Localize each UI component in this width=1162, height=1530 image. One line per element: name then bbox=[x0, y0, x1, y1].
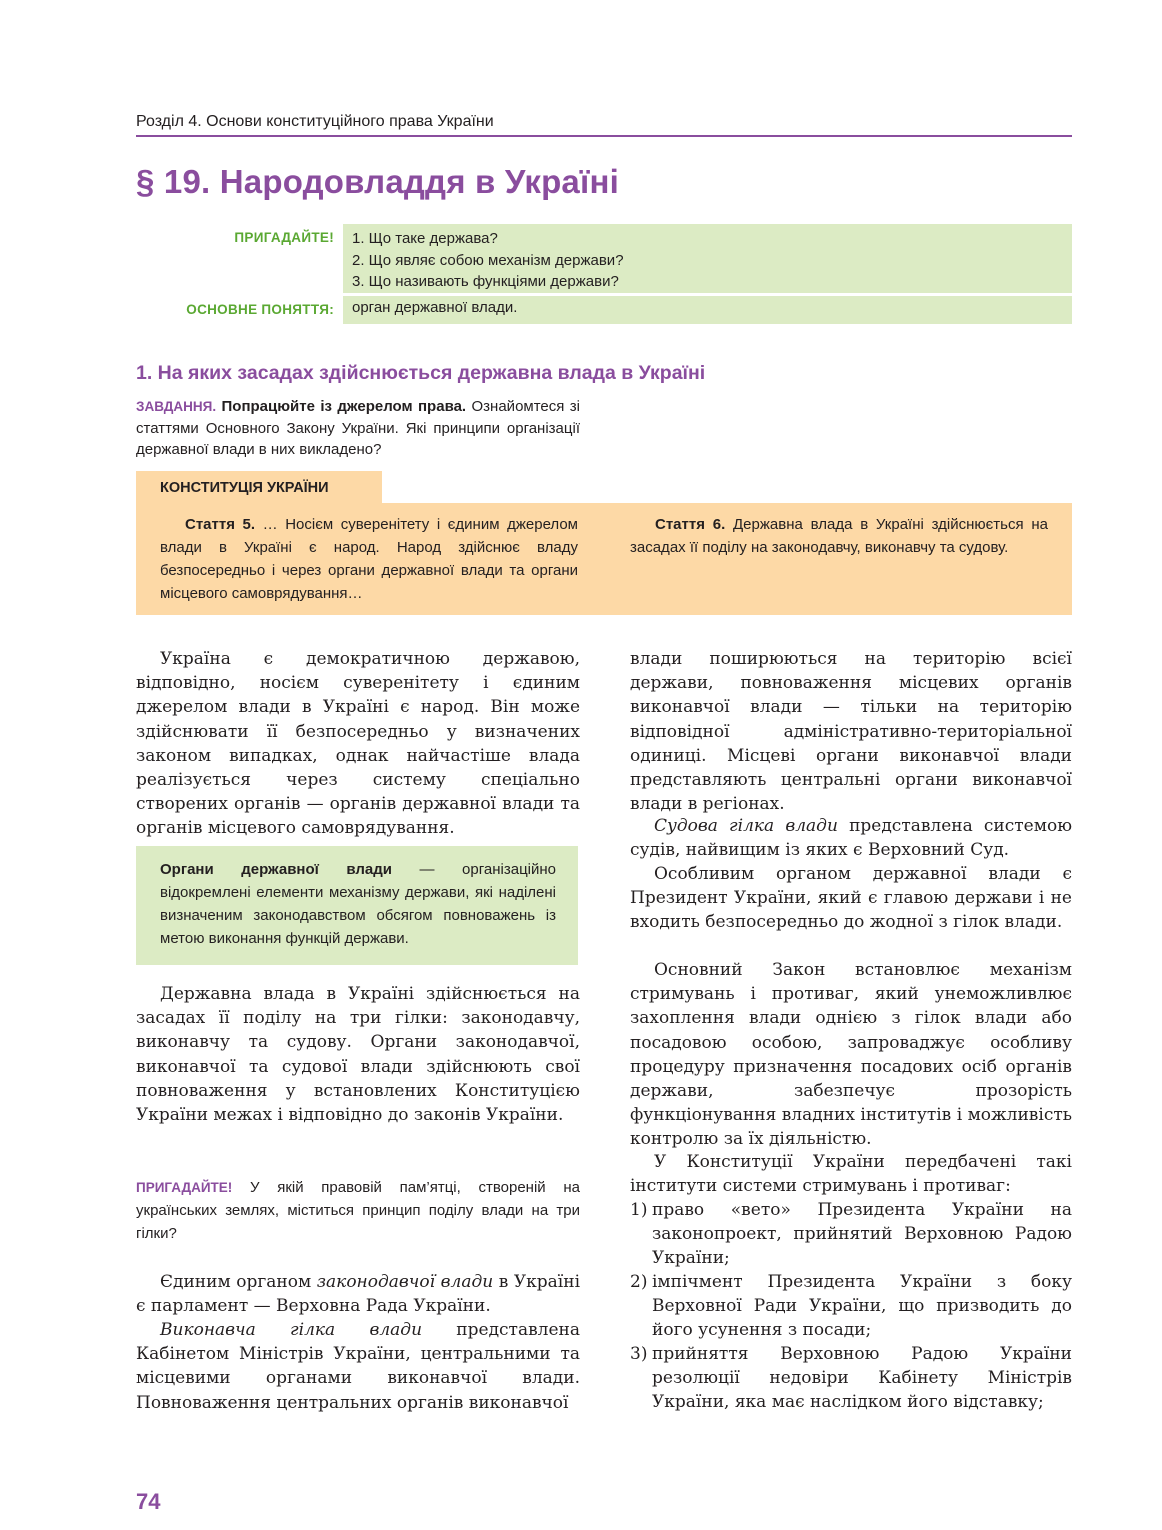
list-text: імпічмент Президента України з боку Верховної Ради України, що призводить до його усунення з посади; bbox=[652, 1272, 1072, 1341]
col1-paragraph-4 bbox=[136, 1318, 580, 1415]
chapter-header: Розділ 4. Основи конституційного права України bbox=[136, 113, 494, 130]
recall-item: 3. Що називають функціями держави? bbox=[352, 273, 619, 290]
col2-paragraph-4: Основний Закон встановлює механізм стримувань і противаг, який унеможливлює захоплення влади однією з гілок влади або посадовою особою, запроваджує особливу процедуру призначення посадових осіб органів держави, забезпечує прозорість функціонування владних інститутів і можливість контролю за їх діяльністю. bbox=[630, 960, 1072, 1150]
list-number: 3) bbox=[630, 1344, 648, 1364]
task-label: ЗАВДАННЯ. bbox=[136, 399, 217, 414]
list-text: право «вето» Президента України на законопроект, прийнятий Верховною Радою України; bbox=[652, 1200, 1072, 1269]
italic-term: Виконавча гілка влади bbox=[160, 1320, 423, 1340]
list-item bbox=[630, 1270, 1072, 1343]
text-run: Єдиним органом bbox=[160, 1272, 317, 1292]
col1-paragraph-1: Україна є демократичною державою, відповідно, носієм суверенітету і єдиним джерелом влади в Україні є народ. Він може здійснювати її безпосередньо у визначених законом випадках, однак найчастіше влада реалізується через систему спеціально створених органів — органів державної влади та органів місцевого самоврядування. bbox=[136, 649, 580, 839]
definition-body: — організаційно відокремлені елементи механізму держави, які наділені визначеним законодавством обсягом повноважень із метою виконання функцій держави. bbox=[160, 861, 556, 947]
section-title: 1. На яких засадах здійснюється державна влада в Україні bbox=[136, 362, 706, 384]
article-5 bbox=[160, 513, 578, 605]
list-number: 1) bbox=[630, 1200, 648, 1220]
col1-paragraph-3 bbox=[136, 1270, 580, 1318]
recall-question-label: ПРИГАДАЙТЕ! bbox=[136, 1180, 233, 1195]
concept-label: ОСНОВНЕ ПОНЯТТЯ: bbox=[186, 302, 334, 317]
recall-question-text: У якій правовій пам’ятці, створеній на українських землях, міститься принцип поділу влади на три гілки? bbox=[136, 1179, 580, 1242]
text-run: представлена Кабінетом Міністрів України, центральними та місцевими органами виконавчої влади. Повноваження центральних органів виконавчої bbox=[136, 1320, 580, 1413]
col2-paragraph-3: Особливим органом державної влади є Президент України, який є главою держави і не входить безпосередньо до жодної з гілок влади. bbox=[630, 864, 1072, 933]
article-5-title: Стаття 5. bbox=[185, 516, 256, 533]
task-bold: Попрацюйте із джерелом права. bbox=[221, 398, 467, 415]
list-item bbox=[630, 1198, 1072, 1271]
italic-term: Судова гілка влади bbox=[654, 816, 838, 836]
list-number: 2) bbox=[630, 1272, 648, 1292]
recall-label: ПРИГАДАЙТЕ! bbox=[234, 230, 334, 245]
task-text: Ознайомтеся зі статтями Основного Закону України. Які принципи організації державної влади в них викладено? bbox=[136, 398, 580, 458]
page-title: § 19. Народовладдя в Україні bbox=[136, 163, 619, 200]
header-divider bbox=[136, 135, 1072, 137]
recall-list bbox=[352, 228, 624, 293]
col2-paragraph-2 bbox=[630, 814, 1072, 862]
italic-term: законодавчої влади bbox=[316, 1272, 494, 1292]
text-run: в Україні є парламент — Верховна Рада України. bbox=[136, 1272, 581, 1317]
recall-item: 1. Що таке держава? bbox=[352, 230, 498, 247]
page-number: 74 bbox=[136, 1489, 161, 1514]
col2-paragraph-5: У Конституції України передбачені такі інститути системи стримувань і противаг: bbox=[630, 1152, 1072, 1197]
definition-text bbox=[160, 858, 556, 950]
recall-question bbox=[136, 1176, 580, 1245]
col2-paragraph-1: влади поширюються на територію всієї держави, повноваження місцевих органів виконавчої влади — тільки на територію відповідної адміністративно-територіальної одиниці. Місцеві органи виконавчої влади представляють центральні органи виконавчої влади в регіонах. bbox=[630, 649, 1072, 815]
article-6 bbox=[630, 513, 1048, 559]
constitution-tab-label: КОНСТИТУЦІЯ УКРАЇНИ bbox=[160, 480, 329, 496]
list-text: прийняття Верховною Радою України резолюції недовіри Кабінету Міністрів України, яка має наслідком його відставку; bbox=[652, 1344, 1072, 1413]
col1-paragraph-2: Державна влада в Україні здійснюється на засадах її поділу на три гілки: законодавчу, виконавчу та судову. Органи законодавчої, виконавчої та судової влади здійснюють свої повноваження у встановлених Конституцією України межах і відповідно до законів України. bbox=[136, 984, 580, 1126]
list-item bbox=[630, 1342, 1072, 1415]
article-5-text: … Носієм суверенітету і єдиним джерелом влади в Україні є народ. Народ здійснює владу безпосередньо і через органи державної влади та органи місцевого самоврядування… bbox=[160, 516, 578, 602]
concept-text: орган державної влади. bbox=[352, 299, 518, 316]
recall-item: 2. Що являє собою механізм держави? bbox=[352, 251, 624, 269]
task-paragraph bbox=[136, 396, 580, 461]
definition-term: Органи державної влади bbox=[160, 861, 393, 878]
text-run: представлена системою судів, найвищим із яких є Верховний Суд. bbox=[630, 816, 1073, 861]
article-6-title: Стаття 6. bbox=[655, 516, 726, 533]
article-6-text: Державна влада в Україні здійснюється на засадах її поділу на законодавчу, виконавчу та судову. bbox=[630, 516, 1048, 556]
